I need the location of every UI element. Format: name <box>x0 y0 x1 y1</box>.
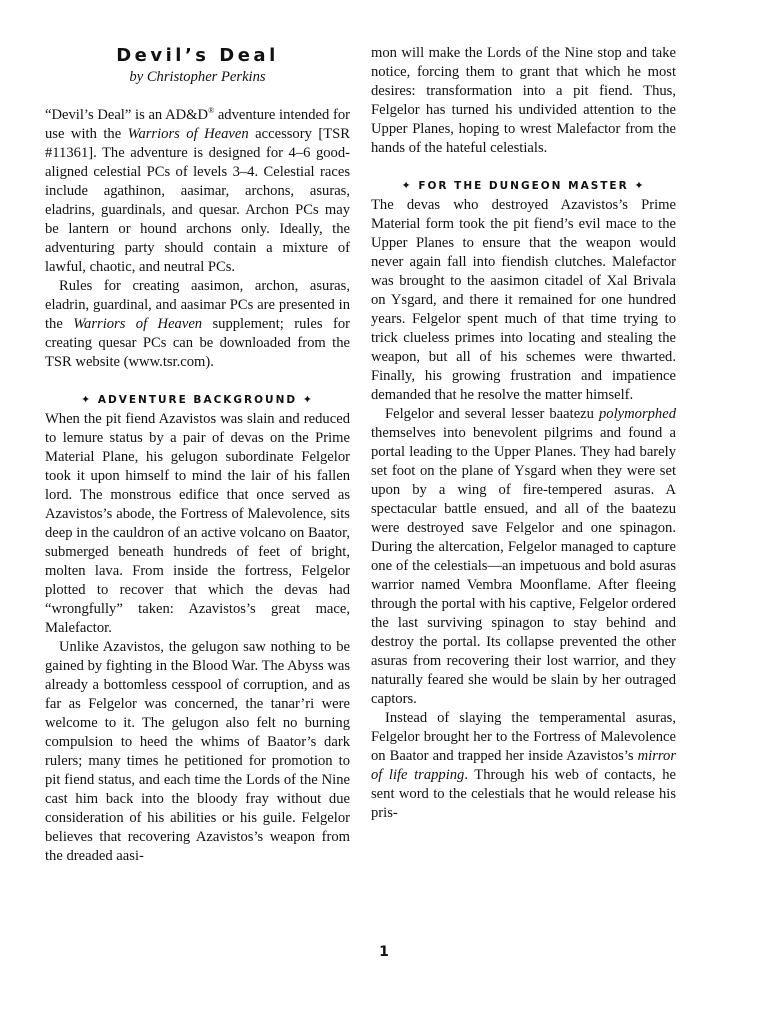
right-column <box>371 44 676 823</box>
star-ornament-icon: ✦ <box>401 179 413 192</box>
intro-paragraph: “Devil’s Deal” is an AD&D® adventure intended for use with the Warriors of Heaven accessory [TSR #11361]. The adventure is designed for 4–6 good-aligned celestial PCs of levels 3–4. Celestial races include agathinon, aasimar, archons, asuras, eladrins, guardinals, and quesar. Archon PCs may be lantern or hound archons only. Ideally, the adventuring party should contain a mixture of lawful, chaotic, and neutral PCs. <box>45 106 350 275</box>
dm-paragraph-3: Instead of slaying the temperamental asuras, Felgelor brought her to the Fortress of Malevolence on Baator and trapped her inside Azavistos’s mirror of life trapping. Through his web of contacts, he sent word to the celestials that he would release his pris- <box>371 710 676 821</box>
star-ornament-icon: ✦ <box>634 179 646 192</box>
star-ornament-icon: ✦ <box>302 393 314 406</box>
background-paragraph-2: Unlike Azavistos, the gelugon saw nothing to be gained by fighting in the Blood War. The Abyss was already a bottomless cesspool of corruption, and as far as Felgelor was concerned, the tanar’ri were welcome to it. The gelugon also felt no burning compulsion to heed the whims of Baator’s dark rulers; many times he petitioned for promotion to pit fiend status, and each time the Lords of the Nine cast him back into the bloody fray without due consideration of his abilities or his guile. Felgelor believes that recovering Azavistos’s weapon from the dreaded aasi- <box>45 639 350 864</box>
star-ornament-icon: ✦ <box>81 393 93 406</box>
dm-paragraph-2: Felgelor and several lesser baatezu polymorphed themselves into benevolent pilgrims and found a portal leading to the Upper Planes. They had barely set foot on the plane of Ysgard when they were set upon by a wing of fire-tempered asuras. A spectacular battle ensued, and all of the baatezu were destroyed save Felgelor and one spinagon. During the altercation, Felgelor managed to capture one of the celestials—an impetuous and bold asuras warrior named Vembra Moonflame. After fleeing through the portal with his captive, Felgelor ordered the last surviving spinagon to stay behind and destroy the portal. Its collapse prevented the other asuras from recovering their lost warrior, and they naturally feared she would be slain by her outraged captors. <box>371 406 676 707</box>
section-heading-dungeon-master: ✦ FOR THE DUNGEON MASTER ✦ <box>401 179 646 192</box>
left-column <box>45 44 350 866</box>
background-paragraph: When the pit fiend Azavistos was slain and reduced to lemure status by a pair of devas on the Prime Material Plane, his gelugon subordinate Felgelor took it upon himself to mind the lair of his fallen lord. The monstrous edifice that once served as Azavistos’s abode, the Fortress of Malevolence, sits deep in the cauldron of an active volcano on Baator, submerged beneath hundreds of feet of bright, molten lava. From inside the fortress, Felgelor plotted to recover that which the devas had “wrongfully” taken: Azavistos’s great mace, Malefactor. <box>45 411 350 636</box>
byline: by Christopher Perkins <box>129 69 266 85</box>
continued-paragraph: mon will make the Lords of the Nine stop and take notice, forcing them to grant that which he most desires: transformation into a pit fiend. Thus, Felgelor has turned his undivided attention to the Upper Planes, hoping to wrest Malefactor from the hands of the hateful celestials. <box>371 45 676 156</box>
dm-paragraph: The devas who destroyed Azavistos’s Prime Material form took the pit fiend’s evil mace to the Upper Planes to ensure that the weapon would never again fall into fiendish clutches. Malefactor was brought to the aasimon citadel of Xal Brivala on Ysgard, and there it remained for one hundred years. Felgelor spent much of that time trying to trick clueless primes into locating and stealing the weapon, but all of his schemes were thwarted. Finally, his growing frustration and impatience demanded that he resolve the matter himself. <box>371 197 676 403</box>
rules-paragraph: Rules for creating aasimon, archon, asuras, eladrin, guardinal, and aasimar PCs are presented in the Warriors of Heaven supplement; rules for creating quesar PCs can be downloaded from the TSR website (www.tsr.com). <box>45 278 350 370</box>
section-heading-adventure-background: ✦ ADVENTURE BACKGROUND ✦ <box>81 393 314 406</box>
article-title: Devil’s Deal <box>116 45 279 66</box>
page-number: 1 <box>379 944 389 960</box>
